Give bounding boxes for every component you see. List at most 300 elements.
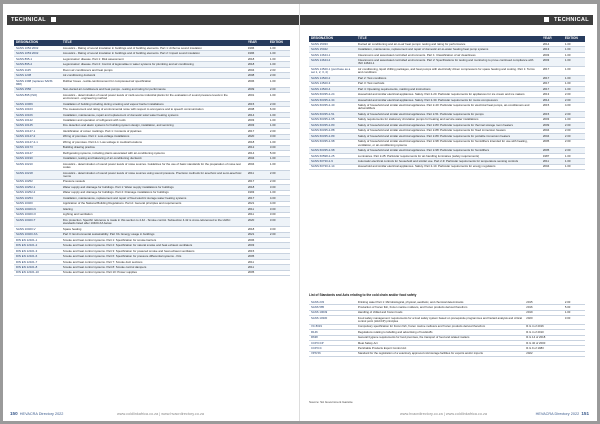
title-cell: Acoustics - determination of sound power levels of noise sources. Guidelines for the use of basic standards for the preparation of noise test codes xyxy=(61,162,246,171)
edition-cell: 2.00 xyxy=(268,87,290,92)
title-cell: Safety requirements for stationary circulation pumps for heating and service water installations xyxy=(356,117,541,122)
page-footer-right xyxy=(536,411,589,416)
table-row xyxy=(309,58,585,67)
title-cell: Part 2: Test conditions xyxy=(356,76,541,81)
edition-cell: 1.00 xyxy=(268,51,290,56)
edition-cell: 1.00 xyxy=(563,58,585,67)
column-header: YEAR xyxy=(541,36,563,42)
designation-cell: SANS 60335-2-80 xyxy=(309,123,356,128)
year-cell: 2005 xyxy=(541,148,563,153)
year-cell: 2005 xyxy=(246,270,268,275)
year-cell: 2018 xyxy=(246,140,268,145)
designation-cell: SANS 10210 xyxy=(14,162,61,171)
title-cell: Acoustics - determination of sound power levels of noise sources using sound pressure. Precision methods for anechoic and semi-anechoic rooms xyxy=(61,171,246,180)
designation-cell: DIN EN 12101-1 xyxy=(14,237,61,242)
title-cell: The measurement and rating of environmental noise with respect to annoyance and to speech communication xyxy=(61,107,246,112)
designation-cell: SANS 1125 xyxy=(14,67,61,72)
designation-cell: SANS 10147-1 xyxy=(14,129,61,134)
edition-cell: 1.00 xyxy=(563,67,585,76)
title-cell: Handling of chilled and frozen foods xyxy=(356,310,524,315)
title-cell: Smoke and heat control systems. Part 2: Specification for natural smoke and heat exhaust ventilators xyxy=(61,243,246,248)
title-cell: Cleanrooms and associated controlled environments. Part 2: Specifications for testing and monitoring to prove continued compliance with ISO 14644-1 xyxy=(356,58,541,67)
designation-cell: SANS 60335-2-34 xyxy=(309,97,356,102)
designation-cell: CCP/CC xyxy=(309,346,356,351)
title-cell: Safety of household and similar electrical appliances. Part 2-40: Particular requirements for electrical heat pumps, air-conditioners and dehumidifiers xyxy=(356,103,541,112)
title-cell: Smoke and heat control systems. Part 6: Specification for pressure differential systems - Kits xyxy=(61,254,246,259)
year-cell: 2017 xyxy=(541,67,563,76)
designation-cell: SANS 14520-4 xyxy=(309,86,356,91)
designation-cell: SANS 10400-O xyxy=(14,212,61,217)
title-cell: Food safety management: requirements for a food safety system based on prerequisite programmes and hazard analysis and critical control point (HACCP) principles xyxy=(356,316,524,325)
year-cell: 2017 xyxy=(541,81,563,86)
year-cell: 2015 xyxy=(541,112,563,117)
title-cell: Ducted air conditioning and air-to-air heat pumps: testing and rating for performance xyxy=(356,42,541,47)
year-cell: 2008 xyxy=(246,73,268,78)
designation-cell: SANS 10147-2 xyxy=(14,134,61,139)
edition-cell xyxy=(268,270,290,275)
designation-cell: SANS 895-2 xyxy=(14,62,61,67)
year-cell: 2020 xyxy=(246,218,268,227)
designation-cell: SANS 1238 xyxy=(14,73,61,78)
title-cell: Legionnaires' disease. Part 1: Risk assessment xyxy=(61,56,246,61)
title-cell: Safety of household and similar electrical appliances. Part 2-98: Particular requirements for humidifiers xyxy=(356,148,541,153)
title-cell: Production of frozen fish, frozen marine molluscs, and frozen products derived therefrom xyxy=(356,305,524,310)
title-cell: Acoustics - determination of sound power levels of multi-source industrial plants for the evaluation of sound pressure levels in the environment - engineering method xyxy=(61,93,246,102)
year-cell: 2013 xyxy=(541,92,563,97)
title-cell: Regulations relating to labelling and advertising of foodstuffs xyxy=(356,330,524,335)
title-cell: Safety of household and similar electrical appliances. Part 2-80: Particular requirements for thermal storage room heaters xyxy=(356,123,541,128)
title-cell: Perishable Products Export Control Act xyxy=(356,346,524,351)
designation-cell: SANS 10252-2 xyxy=(14,190,61,195)
table-row xyxy=(309,164,585,169)
edition-cell: 2.00 xyxy=(563,97,585,102)
designation-cell: SANS 10190 xyxy=(14,156,61,161)
designation-cell: SANS 10142 xyxy=(14,118,61,123)
designation-cell: DIN EN 12101-3 xyxy=(14,248,61,253)
title-cell: Safety of household and similar electrical appliances. Part 2-89: Particular requirements for portable immersion heaters xyxy=(356,134,541,139)
designation-cell: SANS 10400-V xyxy=(14,227,61,232)
year-cell: 2020 xyxy=(524,316,563,325)
title-cell: Automatic electrical controls for household and similar use. Part 2-9: Particular requirements for temperature sensing controls xyxy=(356,159,541,164)
source-note: Source: SA Government Gazette xyxy=(309,400,353,404)
table-row xyxy=(14,270,290,275)
title-cell: Household and similar electrical appliances. Safety. Part 2-34: Particular requirements for motor-compressors xyxy=(356,97,541,102)
title-cell: Rubber hoses - textile-reinforcement for compressed air specification xyxy=(61,78,246,87)
edition-cell: 2.00 xyxy=(563,128,585,133)
magazine-spread xyxy=(3,4,597,421)
title-cell: Installation, maintenance, replacement and repair of domestic air-to-water heating heat pump systems xyxy=(356,47,541,52)
title-cell: Acoustics - Rating of sound insulation in buildings and of building elements. Part 1: Airborne sound insulation xyxy=(61,46,246,51)
edition-cell: 3.00 xyxy=(268,185,290,190)
edition-cell: 1.00 xyxy=(268,118,290,123)
year-cell: 2009 xyxy=(541,123,563,128)
title-cell: Non-ducted air conditioners and heat pumps - testing and rating for performance xyxy=(61,87,246,92)
year-cell: 2004 xyxy=(541,134,563,139)
year-cell: 2005 xyxy=(246,254,268,259)
edition-cell: 4.00 xyxy=(268,196,290,201)
year-cell: 2011 xyxy=(246,207,268,212)
edition-cell: 1.00 xyxy=(268,93,290,102)
year-cell: 2011 xyxy=(246,171,268,180)
edition-cell: 1.00 xyxy=(268,156,290,161)
designation-cell: VPN 56 xyxy=(309,351,356,356)
year-cell: 2004 xyxy=(246,156,268,161)
year-cell: 2005 xyxy=(541,139,563,148)
year-cell: 2017 xyxy=(541,76,563,81)
designation-cell: SANS 60335-2-51 xyxy=(309,112,356,117)
year-cell: 2017 xyxy=(246,179,268,184)
year-cell: 2011 xyxy=(246,265,268,270)
year-cell: 2018 xyxy=(246,56,268,61)
title-cell: Pressure vessels xyxy=(61,179,246,184)
designation-cell: SANS 60335-2-65 xyxy=(309,117,356,122)
year-cell: 2015 xyxy=(246,101,268,106)
year-cell: 2019 xyxy=(524,310,563,315)
title-cell: Meat Safety Act xyxy=(356,340,524,345)
column-header: DESIGNATION xyxy=(14,40,61,46)
acts-table-title: List of Standards and Acts relating to the cold chain and/or food safety xyxy=(309,293,417,297)
year-cell: 2017 xyxy=(246,196,268,201)
year-cell: 2004 xyxy=(541,164,563,169)
year-cell: 2021 xyxy=(246,232,268,237)
edition-cell: 3.00 xyxy=(268,145,290,150)
year-cell: R.G 14 of 2018 xyxy=(524,335,563,340)
year-cell: 2016 xyxy=(524,305,563,310)
title-cell: Wiring of premises. Part 2-1: Low-voltage in medical locations xyxy=(61,140,246,145)
edition-cell: 2.00 xyxy=(563,123,585,128)
designation-cell: SANS 10106 xyxy=(14,112,61,117)
edition-cell: 1.00 xyxy=(563,159,585,164)
designation-cell: SANS 14520-1 (purchase as a set 1, 2, 3, 4) xyxy=(309,67,356,76)
publication-name: HEVACRA Directory 2022 xyxy=(19,412,64,416)
edition-cell: 2.00 xyxy=(563,148,585,153)
section-header-left xyxy=(7,15,299,25)
edition-cell: 4.00 xyxy=(563,103,585,112)
year-cell: 2014 xyxy=(541,42,563,47)
title-cell: Standard for the registration of a veterinary approved cold storage facilities for exports and/or imports xyxy=(356,351,524,356)
title-cell: Installation and operation of refrigerant with roofs xyxy=(61,118,246,123)
edition-cell: 2.00 xyxy=(268,73,290,78)
page-number: 150 xyxy=(10,411,18,416)
designation-cell: SANS 60598-2-25 xyxy=(309,153,356,158)
year-cell: 1987 xyxy=(541,153,563,158)
edition-cell: 1.00 xyxy=(563,76,585,81)
title-cell: Installation of building including during smoking and vapour barrier installations xyxy=(61,101,246,106)
title-cell: General hygiene requirements for food premises, the transport of food and related matters xyxy=(356,335,524,340)
table-row xyxy=(14,78,290,87)
designation-cell: SANS 10400-N xyxy=(14,207,61,212)
title-cell: Cleanrooms and associated controlled environments. Part 1: Classification of air cleanliness xyxy=(356,52,541,57)
table-row xyxy=(14,93,290,102)
title-cell: Identification of colour markings. Part 1: Contents of pipelines xyxy=(61,129,246,134)
edition-cell: 1.00 xyxy=(563,52,585,57)
standards-table-right xyxy=(309,36,585,170)
designation-cell: SANS 14644-1 xyxy=(309,52,356,57)
table-row xyxy=(309,103,585,112)
edition-cell: 1.00 xyxy=(563,42,585,47)
column-header: EDITION xyxy=(563,36,585,42)
edition-cell: 2.00 xyxy=(563,92,585,97)
year-cell: 2003 xyxy=(246,243,268,248)
title-cell: Water supply and drainage for buildings. Part 2: Drainage installations for buildings xyxy=(61,190,246,195)
designation-cell: SANS 10218 xyxy=(14,171,61,180)
edition-cell: 6.00 xyxy=(268,107,290,112)
year-cell: 2017 xyxy=(541,86,563,91)
designation-cell: SANS 60335-2-88 xyxy=(309,128,356,133)
table-row xyxy=(14,218,290,227)
title-cell: Fire protection. Specific reference is made in this section to 4.42 - Smoke control. Subsection 4.42 is cross-referenced to the HVAC standards listed after 10400-XA below xyxy=(61,218,246,227)
footer-url-left[interactable]: www.coldlinkafrica.co.za | www.hvacrdirectory.co.za xyxy=(117,412,205,416)
section-title: TECHNICAL xyxy=(11,17,47,23)
title-cell: Part X: Environmental sustainability. Part XA: Energy usage in buildings xyxy=(61,232,246,237)
year-cell: 1993 xyxy=(246,190,268,195)
edition-cell: 2.00 xyxy=(268,171,290,180)
year-cell: 2017 xyxy=(246,129,268,134)
edition-cell: 2.00 xyxy=(268,101,290,106)
designation-cell: SANS 1053:2002 xyxy=(14,51,61,56)
acts-table xyxy=(309,300,585,357)
square-marker-icon xyxy=(544,17,549,22)
designation-cell: SANS 14520-3 xyxy=(309,81,356,86)
section-header-right xyxy=(300,15,593,25)
year-cell: 2015 xyxy=(541,103,563,112)
year-cell: 2011 xyxy=(246,259,268,264)
year-cell: 2014 xyxy=(246,151,268,156)
edition-cell: 5.00 xyxy=(268,151,290,156)
title-cell: Smoke and heat control systems. Part 1: Specification for smoke barriers xyxy=(61,237,246,242)
title-cell: Building drawing practice xyxy=(61,145,246,150)
edition-cell: 1.00 xyxy=(563,310,585,315)
edition-cell: 3.00 xyxy=(563,316,585,325)
title-cell: Household and similar electrical appliances. Safety. Part 2-14: Particular requirements for energy regulators xyxy=(356,164,541,169)
edition-cell: 5.00 xyxy=(563,305,585,310)
designation-cell: VC 8019 xyxy=(309,324,356,329)
edition-cell: 1.00 xyxy=(268,46,290,51)
year-cell: 2018 xyxy=(246,185,268,190)
designation-cell: SANS 1052:2002 xyxy=(14,46,61,51)
title-cell: Air conditioning, liquid chilling packages, and heat pumps with electrically driven compressors for space heating and cooling. Part 1: Terms and conditions xyxy=(356,67,541,76)
year-cell: 2006 xyxy=(246,237,268,242)
year-cell: 2015 xyxy=(246,248,268,253)
year-cell: 2013 xyxy=(541,47,563,52)
designation-cell: SANS 10103 xyxy=(14,107,61,112)
edition-cell: 1.00 xyxy=(268,56,290,61)
page-footer-left xyxy=(10,411,63,416)
edition-cell: 3.00 xyxy=(268,212,290,217)
page-number: 151 xyxy=(581,411,589,416)
edition-cell: 1.00 xyxy=(563,164,585,169)
year-cell: 2001 xyxy=(246,93,268,102)
year-cell: 1996 xyxy=(246,51,268,56)
edition-cell: 2.00 xyxy=(563,139,585,148)
year-cell: R.G 4 of 2016 xyxy=(524,324,563,329)
section-title: TECHNICAL xyxy=(553,17,589,23)
designation-cell: SANS 60730-2-14 xyxy=(309,164,356,169)
table-row xyxy=(14,162,290,171)
designation-cell: SANS 60335-2-98 xyxy=(309,148,356,153)
year-cell: R.G 9 of 1983 xyxy=(524,346,563,351)
edition-cell: 2.00 xyxy=(563,134,585,139)
year-cell: 2015 xyxy=(524,300,563,305)
designation-cell: SANS 895 (ISO) xyxy=(14,93,61,102)
table-row xyxy=(309,351,585,356)
designation-cell: SANS 14644-2 xyxy=(309,58,356,67)
year-cell: 2014 xyxy=(541,97,563,102)
title-cell: Smoke and heat control systems. Part 8: Smoke control dampers xyxy=(61,265,246,270)
year-cell: 2022 xyxy=(524,351,563,356)
designation-cell: SANS 15033 xyxy=(309,42,356,47)
title-cell: Installation, maintenance, replacement and repair of fixed electric storage water heating systems xyxy=(61,196,246,201)
title-cell: Acoustics - Rating of sound insulation in buildings and of building elements. Part 2: Impact sound insulation xyxy=(61,51,246,56)
year-cell: 2008 xyxy=(246,107,268,112)
designation-cell: SANS 10254 xyxy=(14,196,61,201)
designation-cell: SANS 10145 xyxy=(14,123,61,128)
year-cell: 2003 xyxy=(246,123,268,128)
title-cell: Legionnaires' disease. Part 2: Control of legionellae in water systems for plumbing and air conditioning xyxy=(61,62,246,67)
column-header: EDITION xyxy=(268,40,290,46)
title-cell: Safety of household and similar electrical appliances. Part 2-88: Particular requirements for fixed immersion heaters xyxy=(356,128,541,133)
designation-cell: SANS 10252 xyxy=(14,179,61,184)
designation-cell: SANS 10400 xyxy=(14,201,61,206)
title-cell: Installation, maintenance, repair and replacement of domestic solar water heating systems xyxy=(61,112,246,117)
title-cell: Safety of household and similar electrical appliances. Part 2-51: Particular requirements for pumps xyxy=(356,112,541,117)
designation-cell: CCP/CCP xyxy=(309,340,356,345)
title-cell: Part 3: Test methods xyxy=(356,81,541,86)
edition-cell: 1.00 xyxy=(563,81,585,86)
table-row xyxy=(309,67,585,76)
year-cell: 2006 xyxy=(246,78,268,87)
edition-cell: 2.00 xyxy=(268,232,290,237)
title-cell: Smoke and heat control systems. Part 7: Smoke duct sections xyxy=(61,259,246,264)
year-cell: 2018 xyxy=(246,227,268,232)
right-page xyxy=(300,4,597,421)
year-cell: 2012 xyxy=(246,145,268,150)
designation-cell: SANS 585 xyxy=(309,305,356,310)
table-row xyxy=(309,316,585,325)
designation-cell: R638 xyxy=(309,335,356,340)
designation-cell: DIN EN 12101-10 xyxy=(14,270,61,275)
designation-cell: DIN EN 12101-8 xyxy=(14,265,61,270)
publication-name: HEVACRA Directory 2022 xyxy=(535,412,580,416)
edition-cell: 2.00 xyxy=(563,112,585,117)
column-header: YEAR xyxy=(246,40,268,46)
square-marker-icon xyxy=(51,17,56,22)
title-cell: Glazing xyxy=(61,207,246,212)
left-page xyxy=(3,4,300,421)
edition-cell: 1.00 xyxy=(563,117,585,122)
designation-cell: DIN EN 12101-2 xyxy=(14,243,61,248)
footer-url-right[interactable]: www.hvacrdirectory.co.za | www.coldlinkafrica.co.za xyxy=(400,412,488,416)
edition-cell: 1.00 xyxy=(268,123,290,128)
designation-cell: SANS 10147-2-1 xyxy=(14,140,61,145)
edition-cell: 1.00 xyxy=(268,162,290,171)
year-cell: 2011 xyxy=(541,159,563,164)
column-header: TITLE xyxy=(356,36,541,42)
title-cell: Installation, testing and balancing of air-conditioning ductwork xyxy=(61,156,246,161)
designation-cell: SANS 60335-2-24 xyxy=(309,92,356,97)
title-cell: Room air conditioners and heat pumps xyxy=(61,67,246,72)
designation-cell: SANS 10400-T xyxy=(14,218,61,227)
edition-cell: 2.00 xyxy=(563,300,585,305)
designation-cell: SANS 10400-XA xyxy=(14,232,61,237)
year-cell: 2018 xyxy=(246,62,268,67)
title-cell: Safety of household and similar electrical appliances. Part 2-98: Particular requirements for humidifiers intended for use with heating, ventilation, or air-conditioning systems xyxy=(356,139,541,148)
title-cell: Part 4: Operating requirements, marking and instructions xyxy=(356,86,541,91)
year-cell: 2003 xyxy=(541,58,563,67)
edition-cell: 1.00 xyxy=(563,86,585,91)
edition-cell: 1.00 xyxy=(563,153,585,158)
table-row xyxy=(309,139,585,148)
year-cell: 2014 xyxy=(246,112,268,117)
table-row xyxy=(14,171,290,180)
edition-cell: 3.00 xyxy=(268,134,290,139)
designation-cell: SANS 1398 (replaces SANS 968) xyxy=(14,78,61,87)
title-cell: Water supply and drainage for buildings. Part 1: Water supply installations for buildings xyxy=(61,185,246,190)
designation-cell: SANS 10069 xyxy=(14,101,61,106)
designation-cell: SANS 1556 xyxy=(14,87,61,92)
title-cell: Refrigerating systems, including plants associated with air-conditioning systems xyxy=(61,151,246,156)
year-cell: 2004 xyxy=(246,162,268,171)
edition-cell: 1.00 xyxy=(268,190,290,195)
year-cell: 2004 xyxy=(541,128,563,133)
edition-cell: 1.00 xyxy=(268,78,290,87)
edition-cell: 3.00 xyxy=(268,207,290,212)
title-cell: Application of the National Building Regulations. Part A: General principles and requirements xyxy=(61,201,246,206)
year-cell: 1996 xyxy=(246,46,268,51)
designation-cell: SANS 895-1 xyxy=(14,56,61,61)
year-cell: 2003 xyxy=(541,117,563,122)
edition-cell: 1.00 xyxy=(268,140,290,145)
edition-cell: 2.00 xyxy=(268,129,290,134)
year-cell: 2003 xyxy=(246,118,268,123)
designation-cell: SANS 10330 xyxy=(309,316,356,325)
year-cell: 2021 xyxy=(246,201,268,206)
year-cell: 2009 xyxy=(246,87,268,92)
designation-cell: SANS 15042 xyxy=(309,47,356,52)
year-cell: 2003 xyxy=(541,52,563,57)
edition-cell: 1.00 xyxy=(563,47,585,52)
title-cell: Air-conditioning ductwork xyxy=(61,73,246,78)
designation-cell: SANS 60730-2-9 xyxy=(309,159,356,164)
designation-cell: SANS 60335-2-98 xyxy=(309,139,356,148)
edition-cell: 1.00 xyxy=(268,62,290,67)
designation-cell: R146 xyxy=(309,330,356,335)
designation-cell: SANS 60335-2-89 xyxy=(309,134,356,139)
title-cell: Smoke and heat control systems. Part 3: Specification for powered smoke and heat exhaust ventilators xyxy=(61,248,246,253)
edition-cell: 3.00 xyxy=(268,227,290,232)
designation-cell: DIN EN 12101-7 xyxy=(14,259,61,264)
column-header: DESIGNATION xyxy=(309,36,356,42)
title-cell: Fire detection and alarm systems for building system design, installation, and servicing xyxy=(61,123,246,128)
title-cell: Smoke and heat control systems. Part 10: Power supplies xyxy=(61,270,246,275)
designation-cell: SANS 14520-2 xyxy=(309,76,356,81)
title-cell: Wiring of premises. Part 1: Low-voltage installations xyxy=(61,134,246,139)
designation-cell: SANS 10049 xyxy=(309,310,356,315)
designation-cell: SANS 233 xyxy=(309,300,356,305)
designation-cell: SANS 60335-2-40 xyxy=(309,103,356,112)
title-cell: Compulsory specification for frozen fish, frozen marine molluscs and frozen products derived therefrom xyxy=(356,324,524,329)
column-header: TITLE xyxy=(61,40,246,46)
title-cell: Lighting and ventilation xyxy=(61,212,246,217)
designation-cell: DIN EN 12101-6 xyxy=(14,254,61,259)
year-cell: 2004 xyxy=(246,67,268,72)
year-cell: R.G 40 of 2000 xyxy=(524,340,563,345)
title-cell: Drinking water Part 1: Microbiological, physical, aesthetic, and chemical determinants xyxy=(356,300,524,305)
designation-cell: SANS 10252-1 xyxy=(14,185,61,190)
standards-table-left xyxy=(14,40,290,276)
year-cell: R.G 4 of 2010 xyxy=(524,330,563,335)
edition-cell: 4.00 xyxy=(268,201,290,206)
